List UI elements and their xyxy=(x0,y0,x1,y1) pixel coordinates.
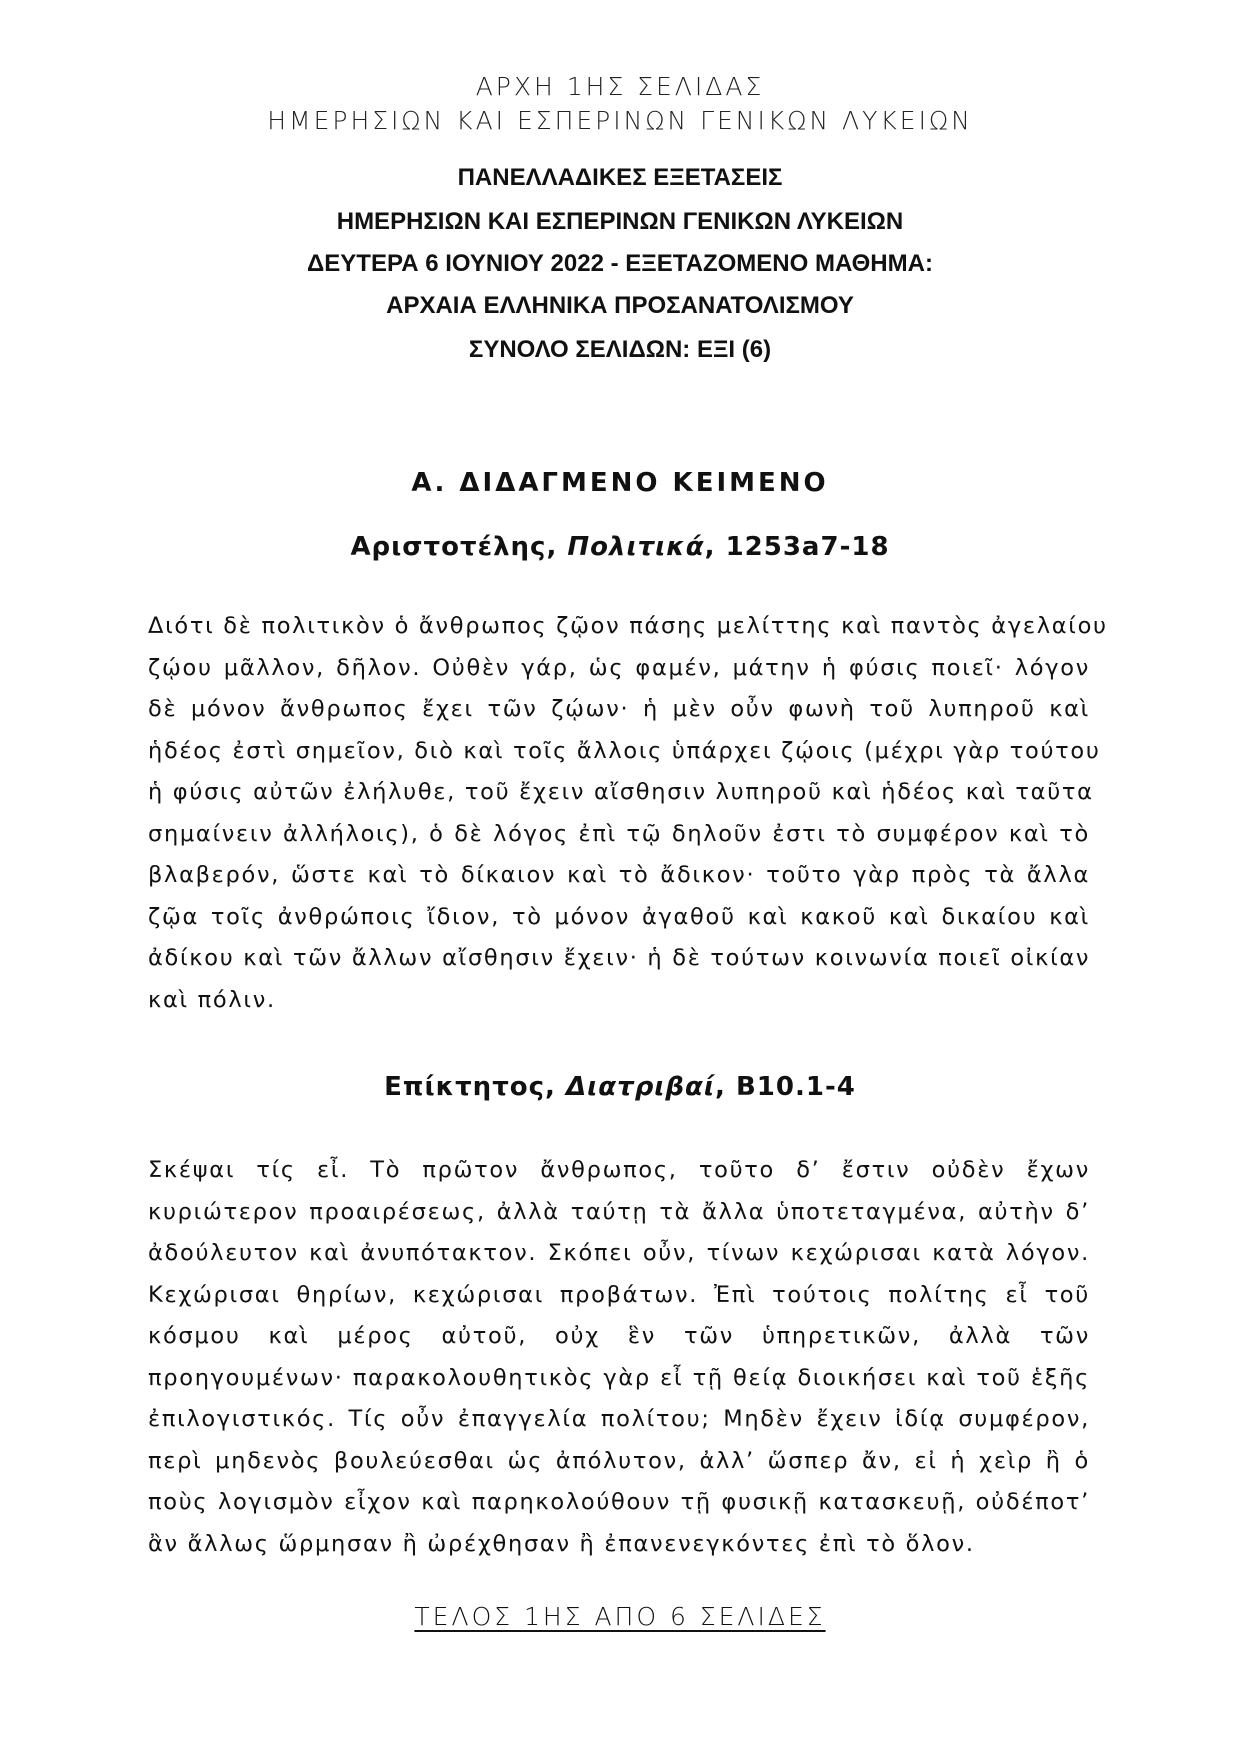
text2-line: ποὺς λογισμὸν εἶχον καὶ παρηκολούθουν τῇ φυσικῇ κατασκευῇ, οὐδέποτ’ xyxy=(148,1489,1090,1515)
text1-line: σημαίνειν ἀλλήλοις), ὁ δὲ λόγος ἐπὶ τῷ δηλοῦν ἐστι τὸ συμφέρον καὶ τὸ xyxy=(148,820,1090,847)
text2-line: κόσμου καὶ μέρος αὐτοῦ, οὐχ ἓν τῶν ὑπηρετικῶν, ἀλλὰ τῶν xyxy=(148,1323,1090,1349)
text2-line: προηγουμένων· παρακολουθητικὸς γὰρ εἶ τῇ θείᾳ διοικήσει καὶ τοῦ ἑξῆς xyxy=(148,1364,1090,1391)
text1-ref: , 1253a7-18 xyxy=(704,532,890,562)
text2-work: Διατριβαί xyxy=(565,1072,716,1102)
text1-line: ἡ φύσις αὐτῶν ἐλήλυθε, τοῦ ἔχειν αἴσθησιν λυπηροῦ καὶ ἡδέος καὶ ταῦτα xyxy=(148,779,1094,805)
text1-line: καὶ πόλιν. xyxy=(148,986,276,1013)
text2-line: ἂν ἄλλως ὥρμησαν ἢ ὠρέχθησαν ἢ ἐπανενεγκόντες ἐπὶ τὸ ὅλον. xyxy=(148,1530,975,1557)
text1-line: βλαβερόν, ὥστε καὶ τὸ δίκαιον καὶ τὸ ἄδικον· τοῦτο γὰρ πρὸς τὰ ἄλλα xyxy=(148,862,1090,888)
text2-ref: , Β10.1-4 xyxy=(715,1072,856,1102)
page-header-school-type: ΗΜΕΡΗΣΙΩΝ ΚΑΙ ΕΣΠΕΡΙΝΩΝ ΓΕΝΙΚΩΝ ΛΥΚΕΙΩΝ xyxy=(267,106,973,135)
text2-source xyxy=(0,1072,1240,1102)
text1-line: ζῷα τοῖς ἀνθρώποις ἴδιον, τὸ μόνον ἀγαθοῦ καὶ κακοῦ καὶ δικαίου καὶ xyxy=(148,903,1090,930)
text2-line: κυριώτερον προαιρέσεως, ἀλλὰ ταύτῃ τὰ ἄλλα ὑποτεταγμένα, αὐτὴν δ’ xyxy=(148,1198,1090,1225)
text1-line: ἀδίκου καὶ τῶν ἄλλων αἴσθησιν ἔχειν· ἡ δὲ τούτων κοινωνία ποιεῖ οἰκίαν xyxy=(148,945,1091,971)
text2-line: ἀδούλευτον καὶ ἀνυπότακτον. Σκόπει οὖν, τίνων κεχώρισαι κατὰ λόγον. xyxy=(148,1240,1090,1266)
text2-line: Κεχώρισαι θηρίων, κεχώρισαι προβάτων. Ἐπὶ τούτοις πολίτης εἶ τοῦ xyxy=(148,1281,1090,1308)
exam-date-subject: ΔΕΥΤΕΡΑ 6 ΙΟΥΝΙΟΥ 2022 - ΕΞΕΤΑΖΟΜΕΝΟ ΜΑΘΗΜΑ: xyxy=(307,250,933,277)
exam-total-pages: ΣΥΝΟΛΟ ΣΕΛΙΔΩΝ: ΕΞΙ (6) xyxy=(468,336,772,363)
text1-source xyxy=(0,532,1240,562)
page-footer-text: ΤΕΛΟΣ 1ΗΣ ΑΠΟ 6 ΣΕΛΙΔΕΣ xyxy=(414,1602,826,1631)
text1-work: Πολιτικά xyxy=(567,532,705,562)
text2-author: Επίκτητος, xyxy=(384,1072,566,1102)
exam-school-type: ΗΜΕΡΗΣΙΩΝ ΚΑΙ ΕΣΠΕΡΙΝΩΝ ΓΕΝΙΚΩΝ ΛΥΚΕΙΩΝ xyxy=(336,208,904,235)
text2-line: περὶ μηδενὸς βουλεύεσθαι ὡς ἀπόλυτον, ἀλλ’ ὥσπερ ἄν, εἰ ἡ χεὶρ ἢ ὁ xyxy=(148,1447,1090,1474)
exam-subject: ΑΡΧΑΙΑ ΕΛΛΗΝΙΚΑ ΠΡΟΣΑΝΑΤΟΛΙΣΜΟΥ xyxy=(386,292,854,319)
page-header-start: ΑΡΧΗ 1ΗΣ ΣΕΛΙΔΑΣ xyxy=(475,72,765,101)
exam-title: ΠΑΝΕΛΛΑΔΙΚΕΣ ΕΞΕΤΑΣΕΙΣ xyxy=(457,164,783,191)
page-footer xyxy=(0,1602,1240,1631)
text1-line: ζῴου μᾶλλον, δῆλον. Οὐθὲν γάρ, ὡς φαμέν, μάτην ἡ φύσις ποιεῖ· λόγον xyxy=(148,654,1090,681)
text1-line: ἡδέος ἐστὶ σημεῖον, διὸ καὶ τοῖς ἄλλοις ὑπάρχει ζῴοις (μέχρι γὰρ τούτου xyxy=(148,737,1101,764)
text2-body xyxy=(148,1150,1090,1565)
text1-line: δὲ μόνον ἄνθρωπος ἔχει τῶν ζῴων· ἡ μὲν οὖν φωνὴ τοῦ λυπηροῦ καὶ xyxy=(148,696,1090,722)
text1-line: Διότι δὲ πολιτικὸν ὁ ἄνθρωπος ζῷον πάσης μελίττης καὶ παντὸς ἀγελαίου xyxy=(148,613,1108,639)
text2-line: ἐπιλογιστικός. Τίς οὖν ἐπαγγελία πολίτου; Μηδὲν ἔχειν ἰδίᾳ συμφέρον, xyxy=(148,1406,1090,1432)
text1-body xyxy=(148,606,1108,1021)
text2-line: Σκέψαι τίς εἶ. Τὸ πρῶτον ἄνθρωπος, τοῦτο δ’ ἔστιν οὐδὲν ἔχων xyxy=(148,1157,1090,1183)
text1-author: Αριστοτέλης, xyxy=(350,532,568,562)
section-title: Α. ΔΙΔΑΓΜΕΝΟ ΚΕΙΜΕΝΟ xyxy=(411,468,829,498)
